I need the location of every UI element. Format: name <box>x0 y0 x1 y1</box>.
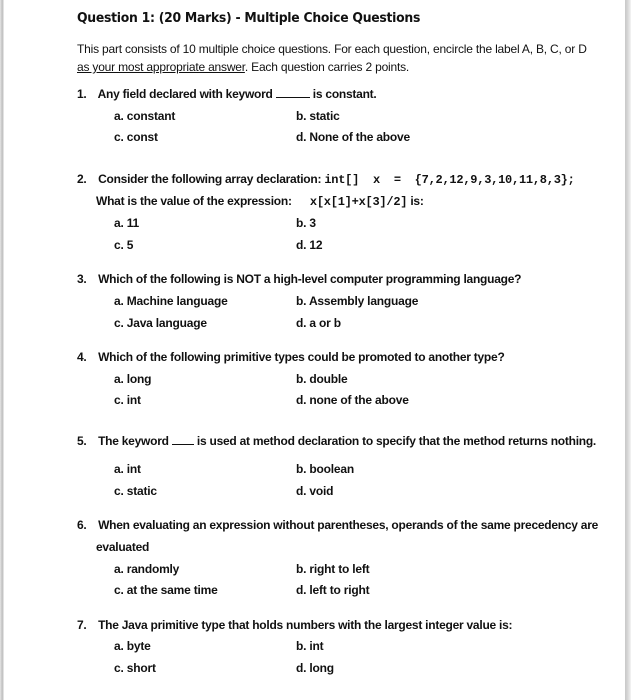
option-c: c. 5 <box>114 238 134 252</box>
option-a: a. int <box>114 462 141 476</box>
question-stem: The Java primitive type that holds numbers with the largest integer value is: <box>98 618 513 632</box>
option-a: a. Machine language <box>114 294 228 308</box>
question-number: 4. <box>77 350 87 364</box>
option-b: b. 3 <box>296 216 316 230</box>
option-d: d. 12 <box>296 238 323 252</box>
instructions-text-end: . Each question carries 2 points. <box>244 60 410 74</box>
question-6 <box>77 518 598 532</box>
question-number: 7. <box>77 618 87 632</box>
question-stem: Which of the following primitive types could be promoted to another type? <box>98 350 505 364</box>
question-stem-end: is constant. <box>312 87 377 101</box>
question-stem: The keyword <box>98 434 169 448</box>
page-title: Question 1: (20 Marks) - Multiple Choice Questions <box>77 10 421 26</box>
question-number: 2. <box>77 172 87 186</box>
instructions-paragraph <box>77 40 597 76</box>
question-2-line-2 <box>96 194 424 209</box>
question-stem-end: is used at method declaration to specify that the method returns nothing. <box>196 434 597 448</box>
option-a: a. constant <box>114 109 176 123</box>
question-7 <box>77 618 512 632</box>
question-number: 5. <box>77 434 87 448</box>
answer-blank <box>276 87 310 98</box>
question-2 <box>77 172 575 187</box>
question-number: 3. <box>77 272 87 286</box>
option-a: a. long <box>114 372 152 386</box>
option-c: c. static <box>114 484 157 498</box>
option-d: d. void <box>296 484 334 498</box>
option-c: c. int <box>114 393 141 407</box>
option-c: c. at the same time <box>114 583 218 597</box>
option-c: c. short <box>114 661 156 675</box>
option-b: b. boolean <box>296 462 355 476</box>
option-c: c. const <box>114 130 158 144</box>
option-b: b. Assembly language <box>296 294 419 308</box>
question-3 <box>77 272 521 286</box>
question-1 <box>77 87 376 101</box>
question-stem-line-2: evaluated <box>96 540 150 554</box>
option-d: d. long <box>296 661 334 675</box>
option-b: b. static <box>296 109 340 123</box>
question-number: 6. <box>77 518 87 532</box>
question-stem: Which of the following is NOT a high-level computer programming language? <box>98 272 522 286</box>
option-d: d. left to right <box>296 583 370 597</box>
option-d: d. None of the above <box>296 130 411 144</box>
instructions-text: This part consists of 10 multiple choice questions. For each question, encircle the label A, B, C, or D <box>77 42 587 56</box>
option-c: c. Java language <box>114 316 207 330</box>
code-expression: x[x[1]+x[3]/2] <box>309 195 408 209</box>
answer-blank <box>172 434 194 445</box>
option-b: b. int <box>296 639 324 653</box>
option-a: a. 11 <box>114 216 140 230</box>
option-d: d. a or b <box>296 316 341 330</box>
question-4 <box>77 350 505 364</box>
option-b: b. double <box>296 372 348 386</box>
question-number: 1. <box>77 87 87 101</box>
question-stem: When evaluating an expression without parentheses, operands of the same precedency are <box>98 518 599 532</box>
question-stem-suffix: is: <box>410 194 424 208</box>
question-stem: Consider the following array declaration: <box>98 172 322 186</box>
option-d: d. none of the above <box>296 393 409 407</box>
code-array-declaration: int[] x = {7,2,12,9,3,10,11,8,3}; <box>324 173 575 187</box>
option-a: a. randomly <box>114 562 180 576</box>
question-stem: Any field declared with keyword <box>97 87 273 101</box>
option-a: a. byte <box>114 639 151 653</box>
question-5 <box>77 434 596 448</box>
option-b: b. right to left <box>296 562 370 576</box>
instructions-underlined-text: as your most appropriate answer <box>77 60 245 74</box>
question-stem-line-2: What is the value of the expression: <box>96 194 292 208</box>
